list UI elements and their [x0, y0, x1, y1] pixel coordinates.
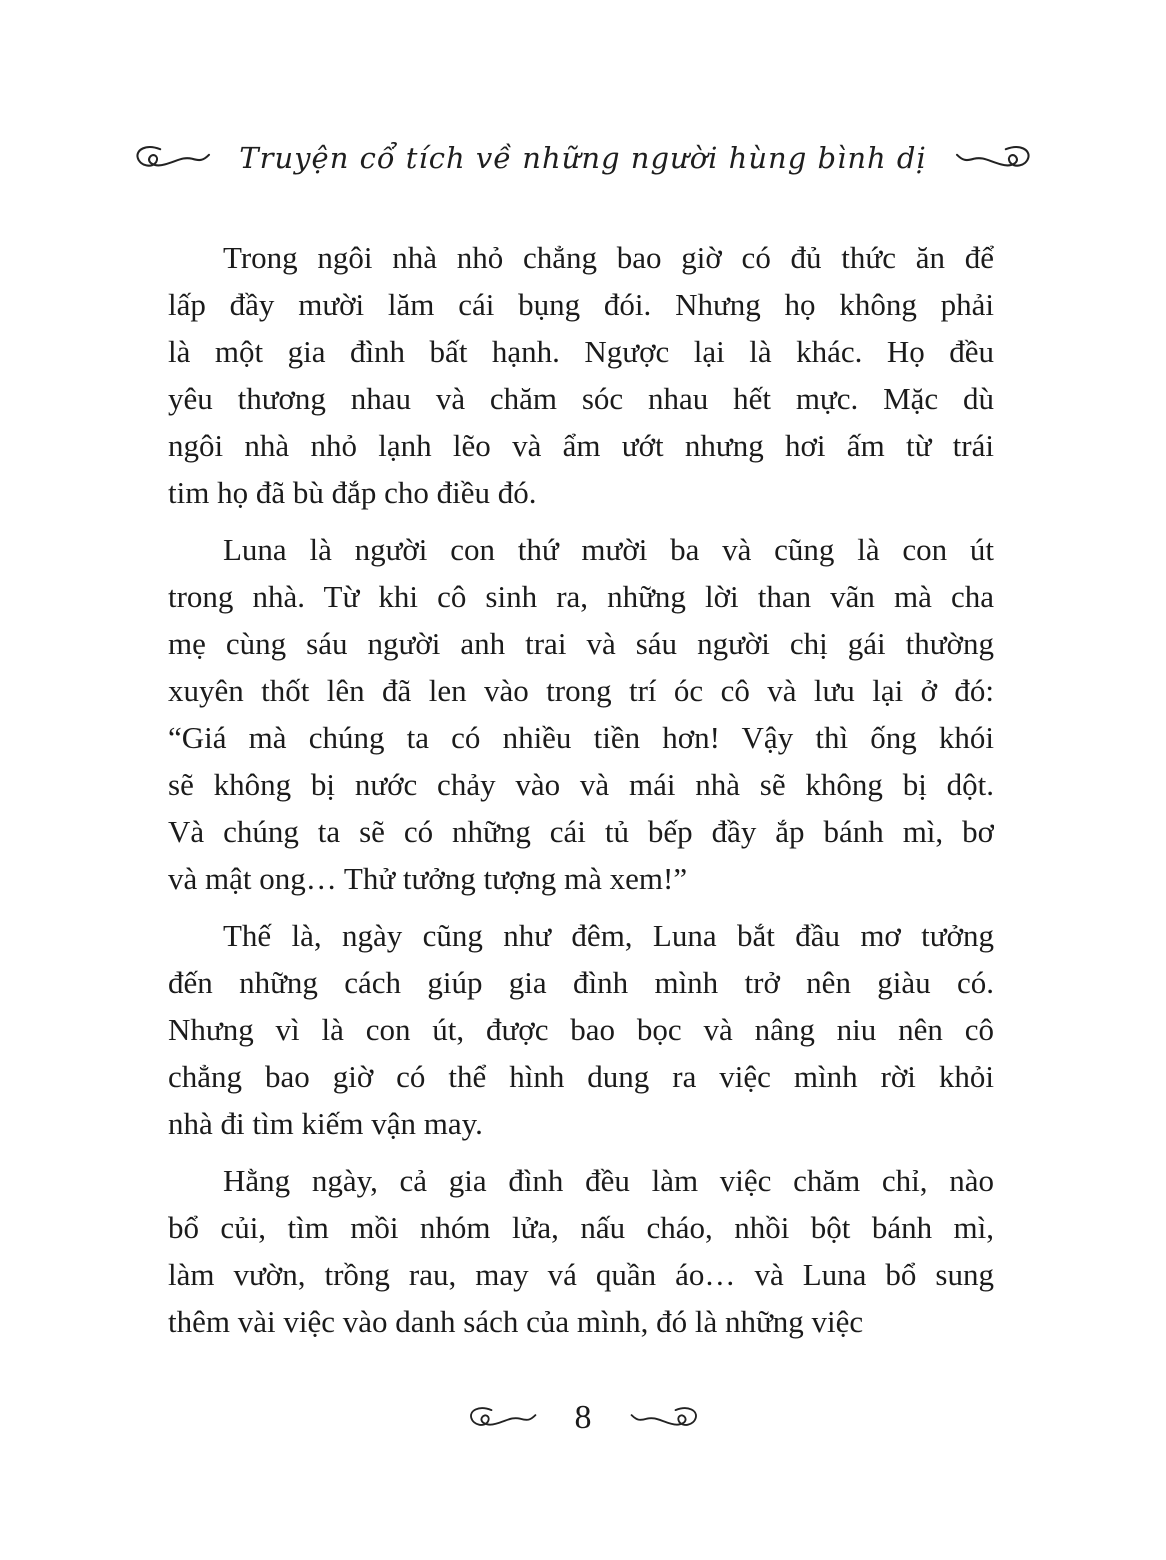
- text-line: Thế là, ngày cũng như đêm, Luna bắt đầu mơ tưởng: [223, 918, 994, 953]
- paragraph: [168, 1157, 994, 1345]
- left-flourish-icon: [467, 1404, 539, 1432]
- text-line: sẽ không bị nước chảy vào và mái nhà sẽ không bị dột.: [168, 767, 994, 802]
- page-number: 8: [574, 1399, 592, 1436]
- text-line: ngôi nhà nhỏ lạnh lẽo và ẩm ướt nhưng hơi ấm từ trái: [168, 428, 994, 463]
- text-line: Nhưng vì là con út, được bao bọc và nâng niu nên cô: [168, 1012, 994, 1047]
- text-line: làm vườn, trồng rau, may vá quần áo… và Luna bổ sung: [168, 1257, 994, 1292]
- text-line: trong nhà. Từ khi cô sinh ra, những lời than vãn mà cha: [168, 579, 994, 614]
- text-line: yêu thương nhau và chăm sóc nhau hết mực. Mặc dù: [168, 381, 994, 416]
- text-line: xuyên thốt lên đã len vào trong trí óc cô và lưu lại ở đó:: [168, 673, 994, 708]
- page-footer: [0, 1392, 1166, 1444]
- body-text: [168, 234, 994, 1355]
- text-line: bổ củi, tìm mồi nhóm lửa, nấu cháo, nhồi bột bánh mì,: [168, 1210, 994, 1245]
- text-line: lấp đầy mười lăm cái bụng đói. Nhưng họ không phải: [168, 287, 994, 322]
- text-line: “Giá mà chúng ta có nhiều tiền hơn! Vậy thì ống khói: [168, 720, 994, 755]
- text-line: chẳng bao giờ có thể hình dung ra việc mình rời khỏi: [168, 1059, 994, 1094]
- left-flourish-icon: [133, 141, 213, 175]
- paragraph: [168, 912, 994, 1147]
- running-head: [0, 128, 1166, 188]
- text-line: mẹ cùng sáu người anh trai và sáu người chị gái thường: [168, 626, 994, 661]
- text-line: nhà đi tìm kiếm vận may.: [168, 1106, 483, 1141]
- text-line: Và chúng ta sẽ có những cái tủ bếp đầy ắp bánh mì, bơ: [168, 814, 994, 849]
- text-line: Luna là người con thứ mười ba và cũng là con út: [223, 532, 994, 567]
- text-line: Trong ngôi nhà nhỏ chẳng bao giờ có đủ thức ăn để: [223, 240, 994, 275]
- text-line: đến những cách giúp gia đình mình trở nên giàu có.: [168, 965, 994, 1000]
- paragraph: [168, 526, 994, 902]
- text-line: tim họ đã bù đắp cho điều đó.: [168, 475, 537, 510]
- paragraph: [168, 234, 994, 516]
- chapter-title: Truyện cổ tích về những người hùng bình dị: [239, 141, 927, 175]
- text-line: Hằng ngày, cả gia đình đều làm việc chăm chỉ, nào: [223, 1163, 994, 1198]
- right-flourish-icon: [628, 1404, 700, 1432]
- text-line: là một gia đình bất hạnh. Ngược lại là khác. Họ đều: [168, 334, 994, 369]
- text-line: thêm vài việc vào danh sách của mình, đó là những việc: [168, 1304, 864, 1339]
- right-flourish-icon: [953, 141, 1033, 175]
- text-line: và mật ong… Thử tưởng tượng mà xem!”: [168, 861, 688, 896]
